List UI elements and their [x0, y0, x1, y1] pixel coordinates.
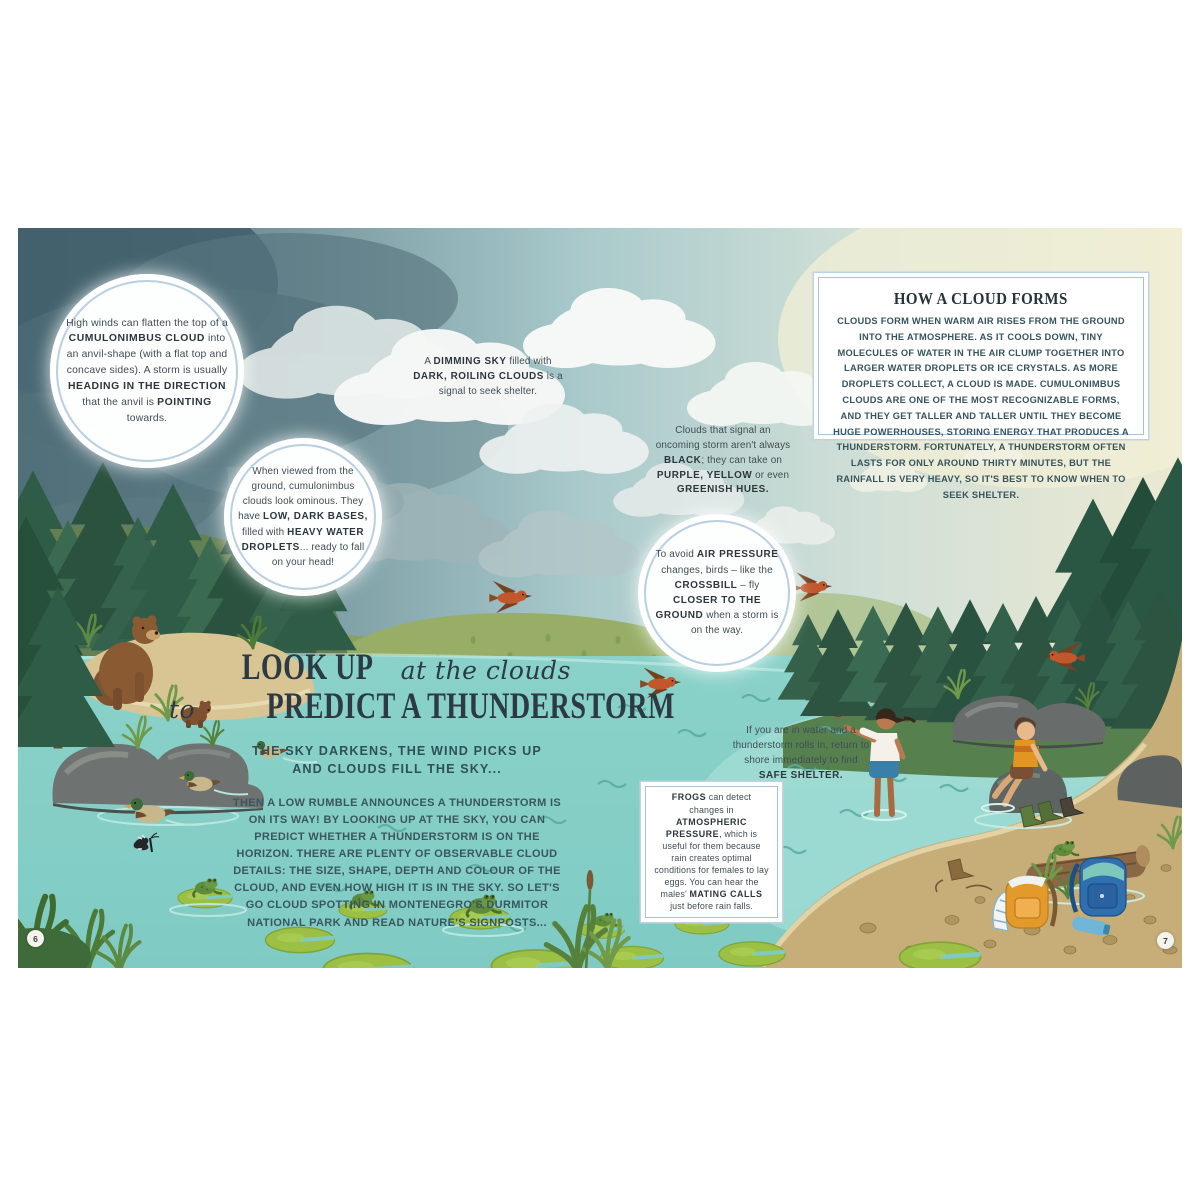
title-line-2: [167, 685, 675, 728]
frogs-fact-text: FROGS can detect changes in ATMOSPHERIC PRESSURE, which is useful for them because rain creates optimal conditions for females to lay eggs. You can hear the males' MATING CALLS just before rain falls.: [654, 792, 769, 912]
how-a-cloud-forms-box: [818, 277, 1144, 500]
spread-intro: THEN A LOW RUMBLE ANNOUNCES A THUNDERSTORM IS ON ITS WAY! BY LOOKING UP AT THE SKY, YOU CAN PREDICT WHETHER A THUNDERSTORM IS ON THE HORIZON. THERE ARE PLENTY OF OBSERVABLE CLOUD DETAILS: THE SIZE, SHAPE, DEPTH AND COLOUR OF THE CLOUD, AND EVEN HOW HIGH IT IS IN THE SKY. SO LET'S GO CLOUD SPOTTING IN MONTENEGRO'S DURMITOR NATIONAL PARK AND READ NATURE'S SIGNPOSTS...: [232, 796, 562, 929]
cloud-forms-title: HOW A CLOUD FORMS: [894, 289, 1068, 308]
title-line-1: [167, 646, 627, 689]
frogs-fact-box: [645, 786, 778, 918]
callout-air-pressure-text: To avoid AIR PRESSURE changes, birds – like the CROSSBILL – fly CLOSER TO THE GROUND when a storm is on the way.: [655, 549, 779, 637]
page-number-right: 7: [1157, 932, 1174, 949]
callout-bubble-air-pressure: [638, 514, 796, 672]
callout-anvil-text: High winds can flatten the top of a CUMULONIMBUS CLOUD into an anvil-shape (with a flat top and concave sides). A storm is usually HEADING IN THE DIRECTION that the anvil is POINTING towards.: [66, 317, 228, 424]
callout-cloud-colors: Clouds that signal an oncoming storm aren't always BLACK; they can take on PURPLE, YELLOW or even GREENISH HUES.: [655, 425, 791, 496]
page-number-left: 6: [27, 930, 44, 947]
title-to: to: [169, 695, 196, 724]
spread-subtitle: THE SKY DARKENS, THE WIND PICKS UP AND CLOUDS FILL THE SKY...: [252, 744, 542, 777]
title-predict: PREDICT A THUNDERSTORM: [266, 686, 675, 727]
illustration: [18, 228, 1182, 968]
cloud-forms-body: CLOUDS FORM WHEN WARM AIR RISES FROM THE GROUND INTO THE ATMOSPHERE. AS IT COOLS DOWN, TINY MOLECULES OF WATER IN THE AIR CLUMP TOGETHER INTO LARGER WATER DROPLETS OR ICE CRYSTALS. AS MORE DROPLETS COLLECT, A CLOUD IS MADE. CUMULONIMBUS CLOUDS ARE ONE OF THE MOST RECOGNIZABLE FORMS, AND THEY GET TALLER AND TALLER UNTIL THEY BECOME HUGE POWERHOUSES, STORING ENERGY THAT PRODUCES A THUNDERSTORM. FORTUNATELY, A THUNDERSTORM OFTEN LASTS FOR ONLY AROUND THIRTY MINUTES, BUT THE RAINFALL IS VERY HEAVY, SO IT'S BEST TO KNOW WHEN TO SEEK SHELTER.: [833, 316, 1129, 500]
callout-dimming-sky: A DIMMING SKY filled with DARK, ROILING CLOUDS is a signal to seek shelter.: [413, 356, 563, 397]
title-at-the-clouds: at the clouds: [400, 656, 571, 685]
callout-ground-view-text: When viewed from the ground, cumulonimbus clouds look ominous. They have LOW, DARK BASES, filled with HEAVY WATER DROPLETS... ready to fall on your head!: [238, 466, 368, 568]
callout-water-safety: If you are in water and a thunderstorm rolls in, return to shore immediately to find SAFE SHELTER.: [732, 725, 870, 781]
spread-title: [167, 646, 675, 932]
title-look-up: LOOK UP: [241, 647, 374, 688]
callout-bubble-ground-view: [224, 438, 382, 596]
callout-bubble-anvil: [50, 274, 244, 468]
